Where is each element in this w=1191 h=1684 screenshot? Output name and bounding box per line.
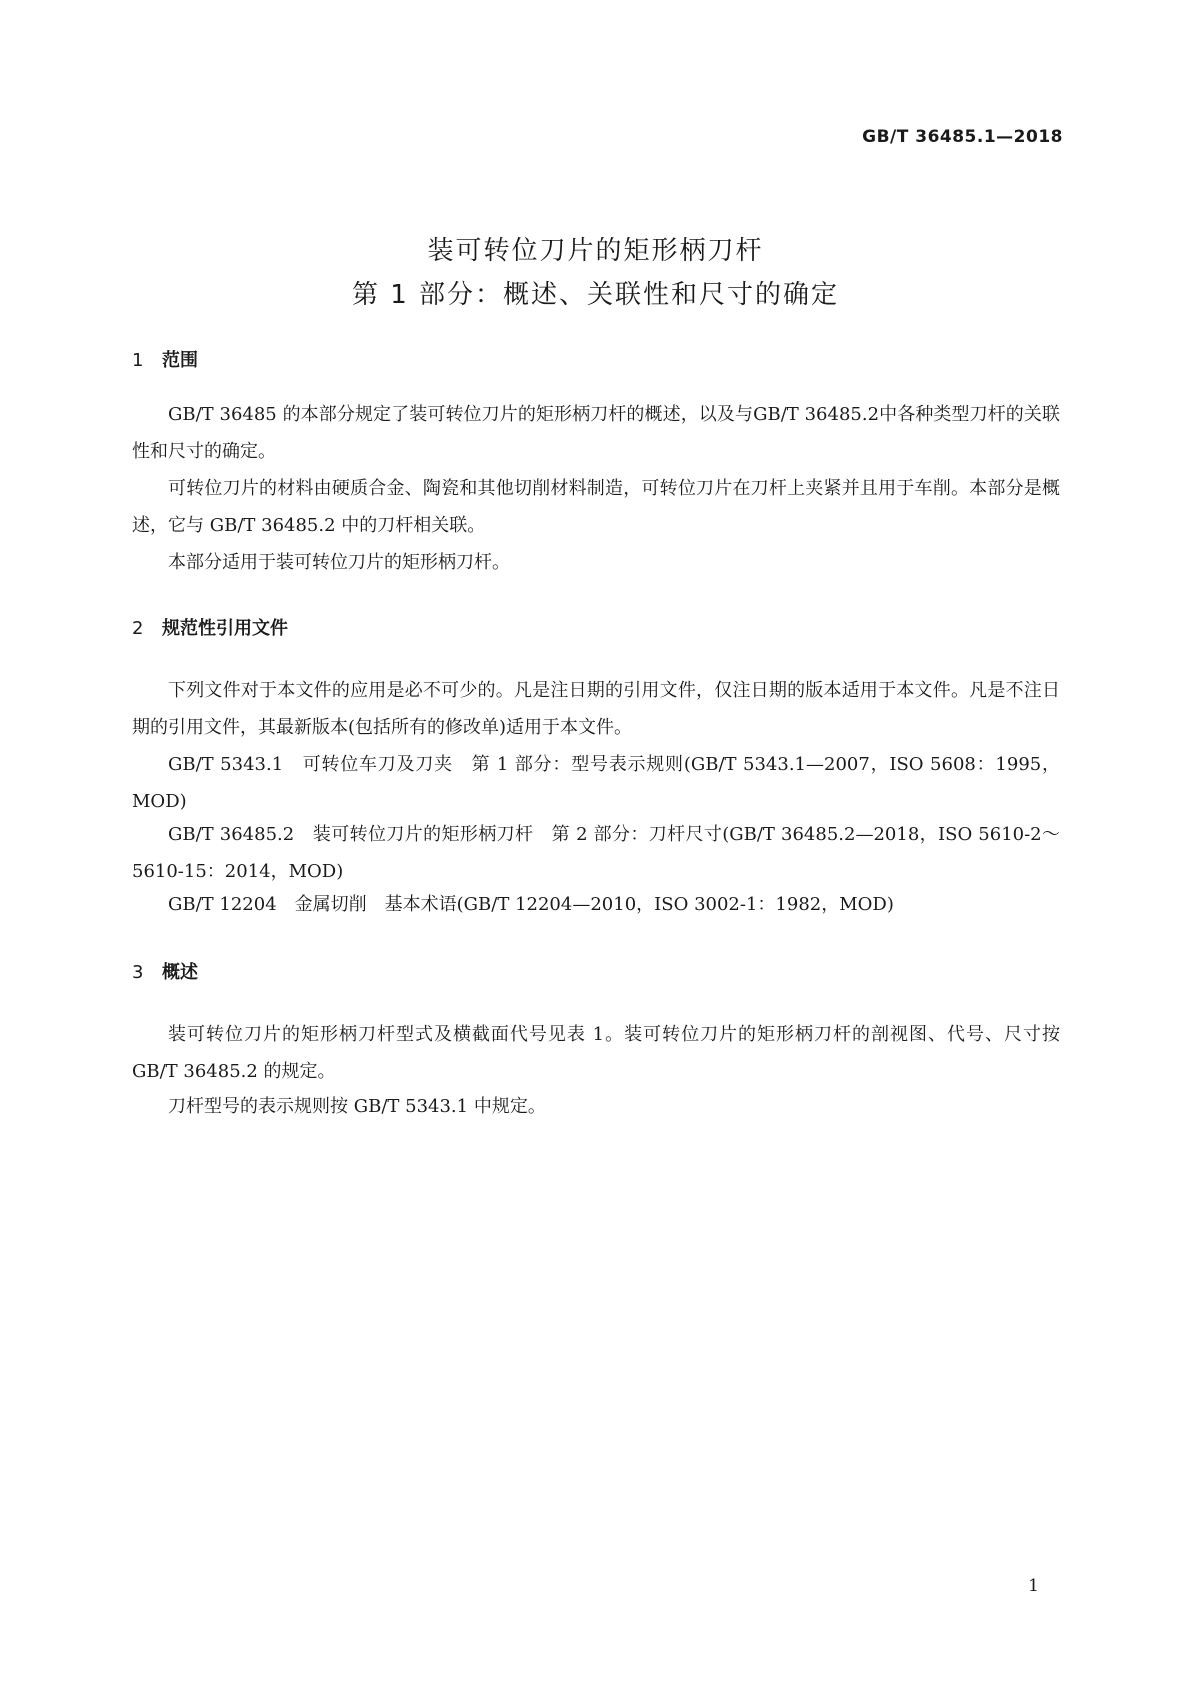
section-title: 概述 (162, 962, 198, 983)
standard-code: GB/T 36485.1—2018 (862, 127, 1063, 147)
paragraph: GB/T 36485 的本部分规定了装可转位刀片的矩形柄刀杆的概述，以及与GB/T 36485.2中各种类型刀杆的关联性和尺寸的确定。 (132, 404, 1060, 462)
paragraph: 下列文件对于本文件的应用是必不可少的。凡是注日期的引用文件，仅注日期的版本适用于本文件。凡是不注日期的引用文件，其最新版本(包括所有的修改单)适用于本文件。 (132, 680, 1060, 738)
section-title: 范围 (162, 350, 198, 371)
document-title-line1: 装可转位刀片的矩形柄刀杆 (427, 236, 764, 266)
section-heading-overview (132, 958, 198, 984)
paragraph: 刀杆型号的表示规则按 GB/T 5343.1 中规定。 (168, 1096, 546, 1117)
document-title-line2: 第 1 部分：概述、关联性和尺寸的确定 (351, 280, 840, 310)
page-number: 1 (1028, 1576, 1039, 1596)
section-number: 2 (132, 618, 144, 639)
section-number: 1 (132, 350, 144, 371)
paragraph: 装可转位刀片的矩形柄刀杆型式及横截面代号见表 1。装可转位刀片的矩形柄刀杆的剖视图、代号、尺寸按 GB/T 36485.2 的规定。 (132, 1024, 1060, 1082)
reference-item: GB/T 36485.2 装可转位刀片的矩形柄刀杆 第 2 部分：刀杆尺寸(GB/T 36485.2—2018，ISO 5610-2～5610-15：2014，MOD) (132, 824, 1060, 882)
paragraph: 本部分适用于装可转位刀片的矩形柄刀杆。 (168, 552, 510, 573)
reference-item: GB/T 5343.1 可转位车刀及刀夹 第 1 部分：型号表示规则(GB/T 5343.1—2007，ISO 5608：1995，MOD) (132, 754, 1060, 812)
paragraph: 可转位刀片的材料由硬质合金、陶瓷和其他切削材料制造，可转位刀片在刀杆上夹紧并且用于车削。本部分是概述，它与 GB/T 36485.2 中的刀杆相关联。 (132, 478, 1060, 536)
section-heading-normative-references (132, 614, 288, 640)
section-heading-scope (132, 346, 198, 372)
section-title: 规范性引用文件 (162, 618, 288, 639)
reference-item: GB/T 12204 金属切削 基本术语(GB/T 12204—2010，ISO 3002-1：1982，MOD) (168, 894, 894, 915)
section-number: 3 (132, 962, 144, 983)
